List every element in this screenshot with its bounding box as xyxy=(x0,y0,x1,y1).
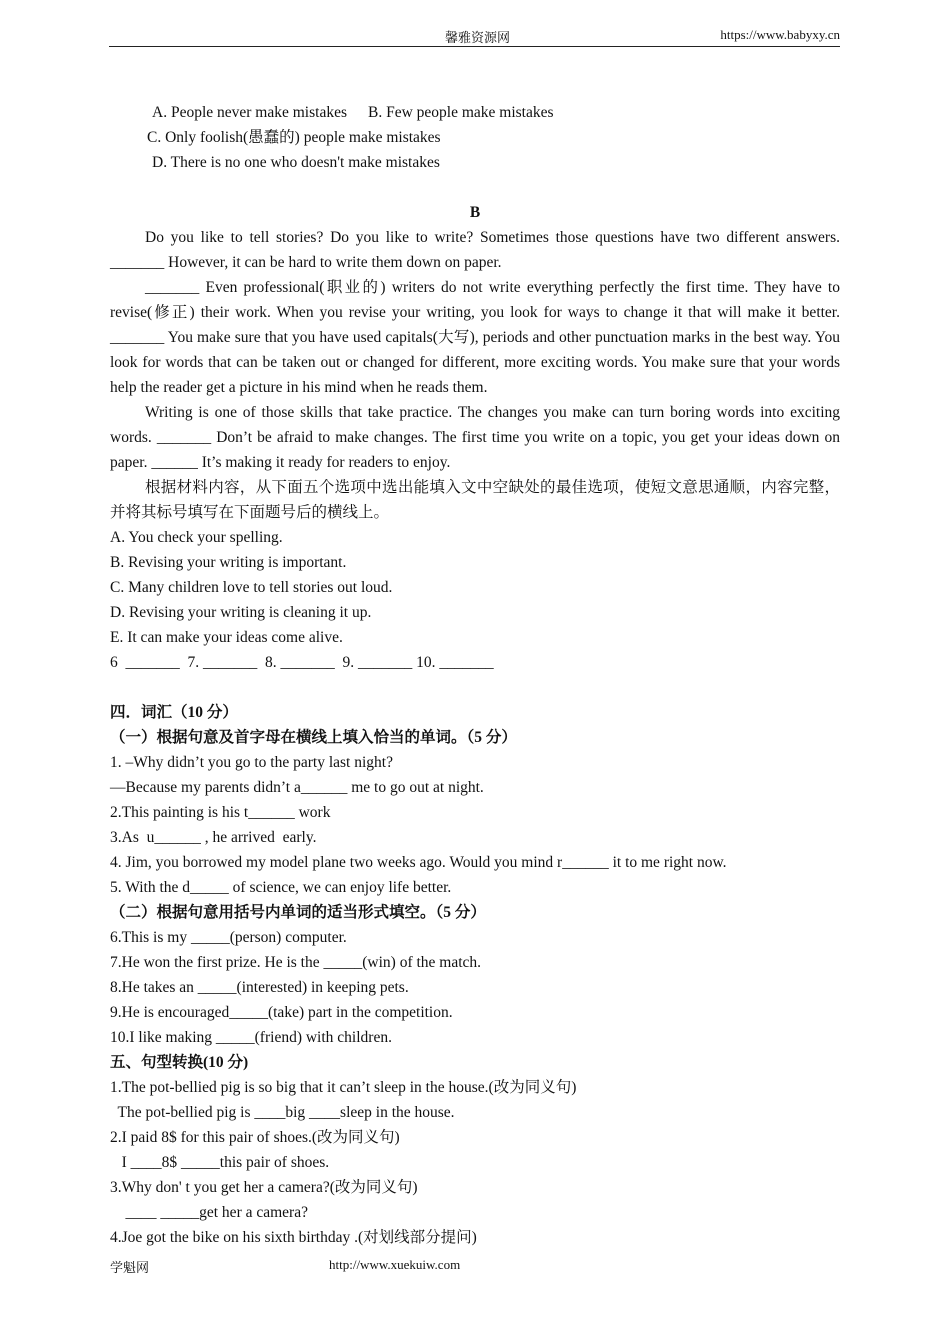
transform-item-3-answer: ____ _____get her a camera? xyxy=(110,1204,308,1221)
transform-item-1-answer: The pot-bellied pig is ____big ____sleep in the house. xyxy=(110,1104,455,1121)
form-item-9: 9.He is encouraged_____(take) part in the competition. xyxy=(110,1004,453,1021)
form-item-10: 10.I like making _____(friend) with children. xyxy=(110,1029,392,1046)
page-header xyxy=(109,26,840,47)
option-d: D. There is no one who doesn't make mistakes xyxy=(152,154,440,171)
passage-option-a: A. You check your spelling. xyxy=(110,529,283,546)
option-c: C. Only foolish(愚蠢的) people make mistakes xyxy=(147,129,441,146)
header-site-name: 馨雅资源网 xyxy=(445,30,511,45)
passage-paragraph-1: Do you like to tell stories? Do you like to write? Sometimes those questions have two different answers. _______ However, it can be hard to write them down on paper. xyxy=(110,229,840,271)
passage-option-e: E. It can make your ideas come alive. xyxy=(110,629,343,646)
passage-option-d: D. Revising your writing is cleaning it up. xyxy=(110,604,372,621)
transform-item-1: 1.The pot-bellied pig is so big that it can’t sleep in the house.(改为同义句) xyxy=(110,1079,577,1096)
answer-blanks: 6 _______ 7. _______ 8. _______ 9. _______ 10. _______ xyxy=(110,654,494,671)
form-item-6: 6.This is my _____(person) computer. xyxy=(110,929,347,946)
vocab-item-2: 2.This painting is his t______ work xyxy=(110,804,331,821)
section-4-part-2-title: （二）根据句意用括号内单词的适当形式填空。（5 分） xyxy=(110,904,486,921)
footer-site-name: 学魁网 xyxy=(110,1260,150,1275)
transform-item-3: 3.Why don' t you get her a camera?(改为同义句) xyxy=(110,1179,418,1196)
form-item-8: 8.He takes an _____(interested) in keeping pets. xyxy=(110,979,409,996)
header-url[interactable]: https://www.babyxy.cn xyxy=(720,27,840,42)
footer-url[interactable]: http://www.xuekuiw.com xyxy=(329,1257,461,1272)
vocab-item-1: 1. –Why didn’t you go to the party last night? xyxy=(110,754,393,771)
instructions-paragraph: 根据材料内容，从下面五个选项中选出能填入文中空缺处的最佳选项，使短文意思通顺，内容完整，并将其标号填写在下面题号后的横线上。 xyxy=(110,479,840,521)
passage-option-c: C. Many children love to tell stories out loud. xyxy=(110,579,393,596)
section-5-title: 五、句型转换(10 分) xyxy=(110,1054,249,1071)
option-b: B. Few people make mistakes xyxy=(367,104,554,121)
passage-option-b: B. Revising your writing is important. xyxy=(110,554,347,571)
passage-paragraph-2: _______ Even professional(职业的) writers do not write everything perfectly the first time. They have to revise(修正) their work. When you revise your writing, you look for ways to change it that will make it better. _______ You make sure that you have used capitals(大写), periods and other punctuation marks in the best way. You look for words that can be taken out or changed for different, more exciting words. You make sure that your words help the reader get a picture in his mind when he reads them. xyxy=(110,279,840,396)
document-body xyxy=(110,100,840,1250)
vocab-item-3: 3.As u______ , he arrived early. xyxy=(110,829,317,846)
form-item-7: 7.He won the first prize. He is the _____(win) of the match. xyxy=(110,954,482,971)
vocab-item-5: 5. With the d_____ of science, we can enjoy life better. xyxy=(110,879,452,896)
section-4-part-1-title: （一）根据句意及首字母在横线上填入恰当的单词。（5 分） xyxy=(110,729,517,746)
transform-item-2-answer: I ____8$ _____this pair of shoes. xyxy=(110,1154,330,1171)
passage-paragraph-3: Writing is one of those skills that take practice. The changes you make can turn boring words into exciting words. _______ Don’t be afraid to make changes. The first time you write on a topic, you get your ideas down on paper. ______ It’s making it ready for readers to enjoy. xyxy=(110,404,840,471)
vocab-item-1-answer: —Because my parents didn’t a______ me to go out at night. xyxy=(110,779,484,796)
transform-item-2: 2.I paid 8$ for this pair of shoes.(改为同义句) xyxy=(110,1129,400,1146)
option-row-ab xyxy=(110,100,840,125)
section-b-title: B xyxy=(469,204,481,221)
section-4-title: 四．词汇（10 分） xyxy=(110,704,238,721)
option-a: A. People never make mistakes xyxy=(152,104,347,121)
transform-item-4: 4.Joe got the bike on his sixth birthday .(对划线部分提问) xyxy=(110,1229,477,1246)
vocab-item-4: 4. Jim, you borrowed my model plane two weeks ago. Would you mind r______ it to me right now. xyxy=(110,854,727,871)
